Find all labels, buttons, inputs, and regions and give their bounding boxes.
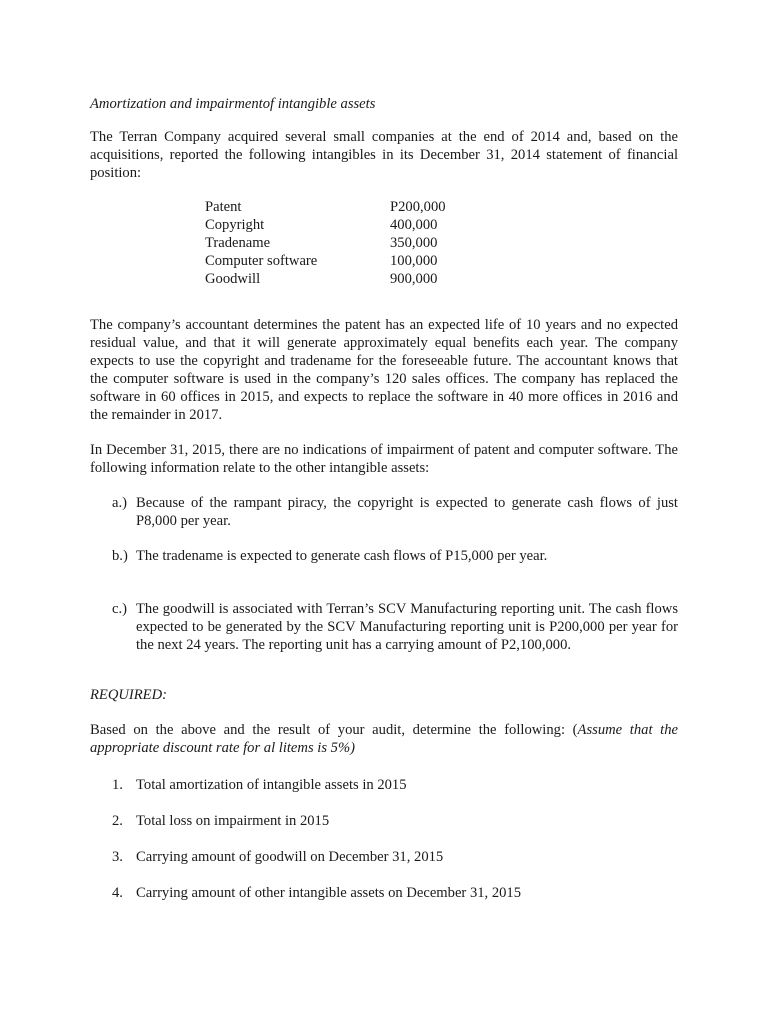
asset-value: 400,000 xyxy=(390,217,438,233)
question-item xyxy=(112,776,678,794)
list-item xyxy=(112,600,678,654)
list-item-text: Because of the rampant piracy, the copyright is expected to generate cash flows of just P8,000 per year. xyxy=(136,495,678,529)
intangibles-table xyxy=(205,198,678,288)
assumption-note: Assume that the appropriate discount rate for al litems is 5%) xyxy=(90,722,679,756)
asset-name: Tradename xyxy=(205,235,271,251)
question-text: Carrying amount of other intangible assets on December 31, 2015 xyxy=(136,885,522,901)
asset-name: Computer software xyxy=(205,253,318,269)
list-marker: a.) xyxy=(112,495,127,511)
question-item xyxy=(112,848,678,866)
asset-value: P200,000 xyxy=(390,199,446,215)
questions-list xyxy=(90,776,678,902)
asset-name: Patent xyxy=(205,199,242,215)
list-item xyxy=(112,547,678,565)
document-title: Amortization and impairmentof intangible assets xyxy=(90,96,376,112)
question-text: Total loss on impairment in 2015 xyxy=(136,813,330,829)
document-page xyxy=(90,95,678,920)
list-marker: b.) xyxy=(112,548,128,564)
question-text: Total amortization of intangible assets in 2015 xyxy=(136,777,407,793)
asset-row-goodwill xyxy=(205,270,678,288)
question-number: 1. xyxy=(112,777,123,793)
impairment-paragraph: In December 31, 2015, there are no indications of impairment of patent and computer software. The following information relate to the other intangible assets: xyxy=(90,442,678,476)
question-item xyxy=(112,884,678,902)
question-text: Carrying amount of goodwill on December 31, 2015 xyxy=(136,849,444,865)
accountant-paragraph: The company’s accountant determines the patent has an expected life of 10 years and no expected residual value, and that it will generate approximately equal benefits each year. The company expects to use the copyright and tradename for the foreseeable future. The accountant knows that the computer software is used in the company’s 120 sales offices. The company has replaced the software in 60 offices in 2015, and expects to replace the software in 40 more offices in 2016 and the remainder in 2017. xyxy=(90,317,678,423)
intro-paragraph: The Terran Company acquired several small companies at the end of 2014 and, based on the acquisitions, reported the following intangibles in its December 31, 2014 statement of financial position: xyxy=(90,129,678,181)
asset-row-computer-software xyxy=(205,252,678,270)
intangible-info-list xyxy=(90,494,678,654)
list-marker: c.) xyxy=(112,601,127,617)
asset-name: Copyright xyxy=(205,217,265,233)
question-number: 3. xyxy=(112,849,123,865)
asset-row-patent xyxy=(205,198,678,216)
instructions-text: Based on the above and the result of your audit, determine the following: ( xyxy=(90,722,578,738)
asset-row-tradename xyxy=(205,234,678,252)
asset-row-copyright xyxy=(205,216,678,234)
instructions-paragraph xyxy=(90,721,678,757)
required-heading: REQUIRED: xyxy=(90,687,167,703)
asset-value: 900,000 xyxy=(390,271,438,287)
asset-name: Goodwill xyxy=(205,271,261,287)
asset-value: 100,000 xyxy=(390,253,438,269)
asset-value: 350,000 xyxy=(390,235,438,251)
list-item-text: The goodwill is associated with Terran’s SCV Manufacturing reporting unit. The cash flows expected to be generated by the SCV Manufacturing reporting unit is P200,000 per year for the next 24 years. The reporting unit has a carrying amount of P2,100,000. xyxy=(136,601,678,653)
list-item-text: The tradename is expected to generate cash flows of P15,000 per year. xyxy=(136,548,548,564)
question-item xyxy=(112,812,678,830)
question-number: 2. xyxy=(112,813,123,829)
question-number: 4. xyxy=(112,885,123,901)
list-item xyxy=(112,494,678,530)
